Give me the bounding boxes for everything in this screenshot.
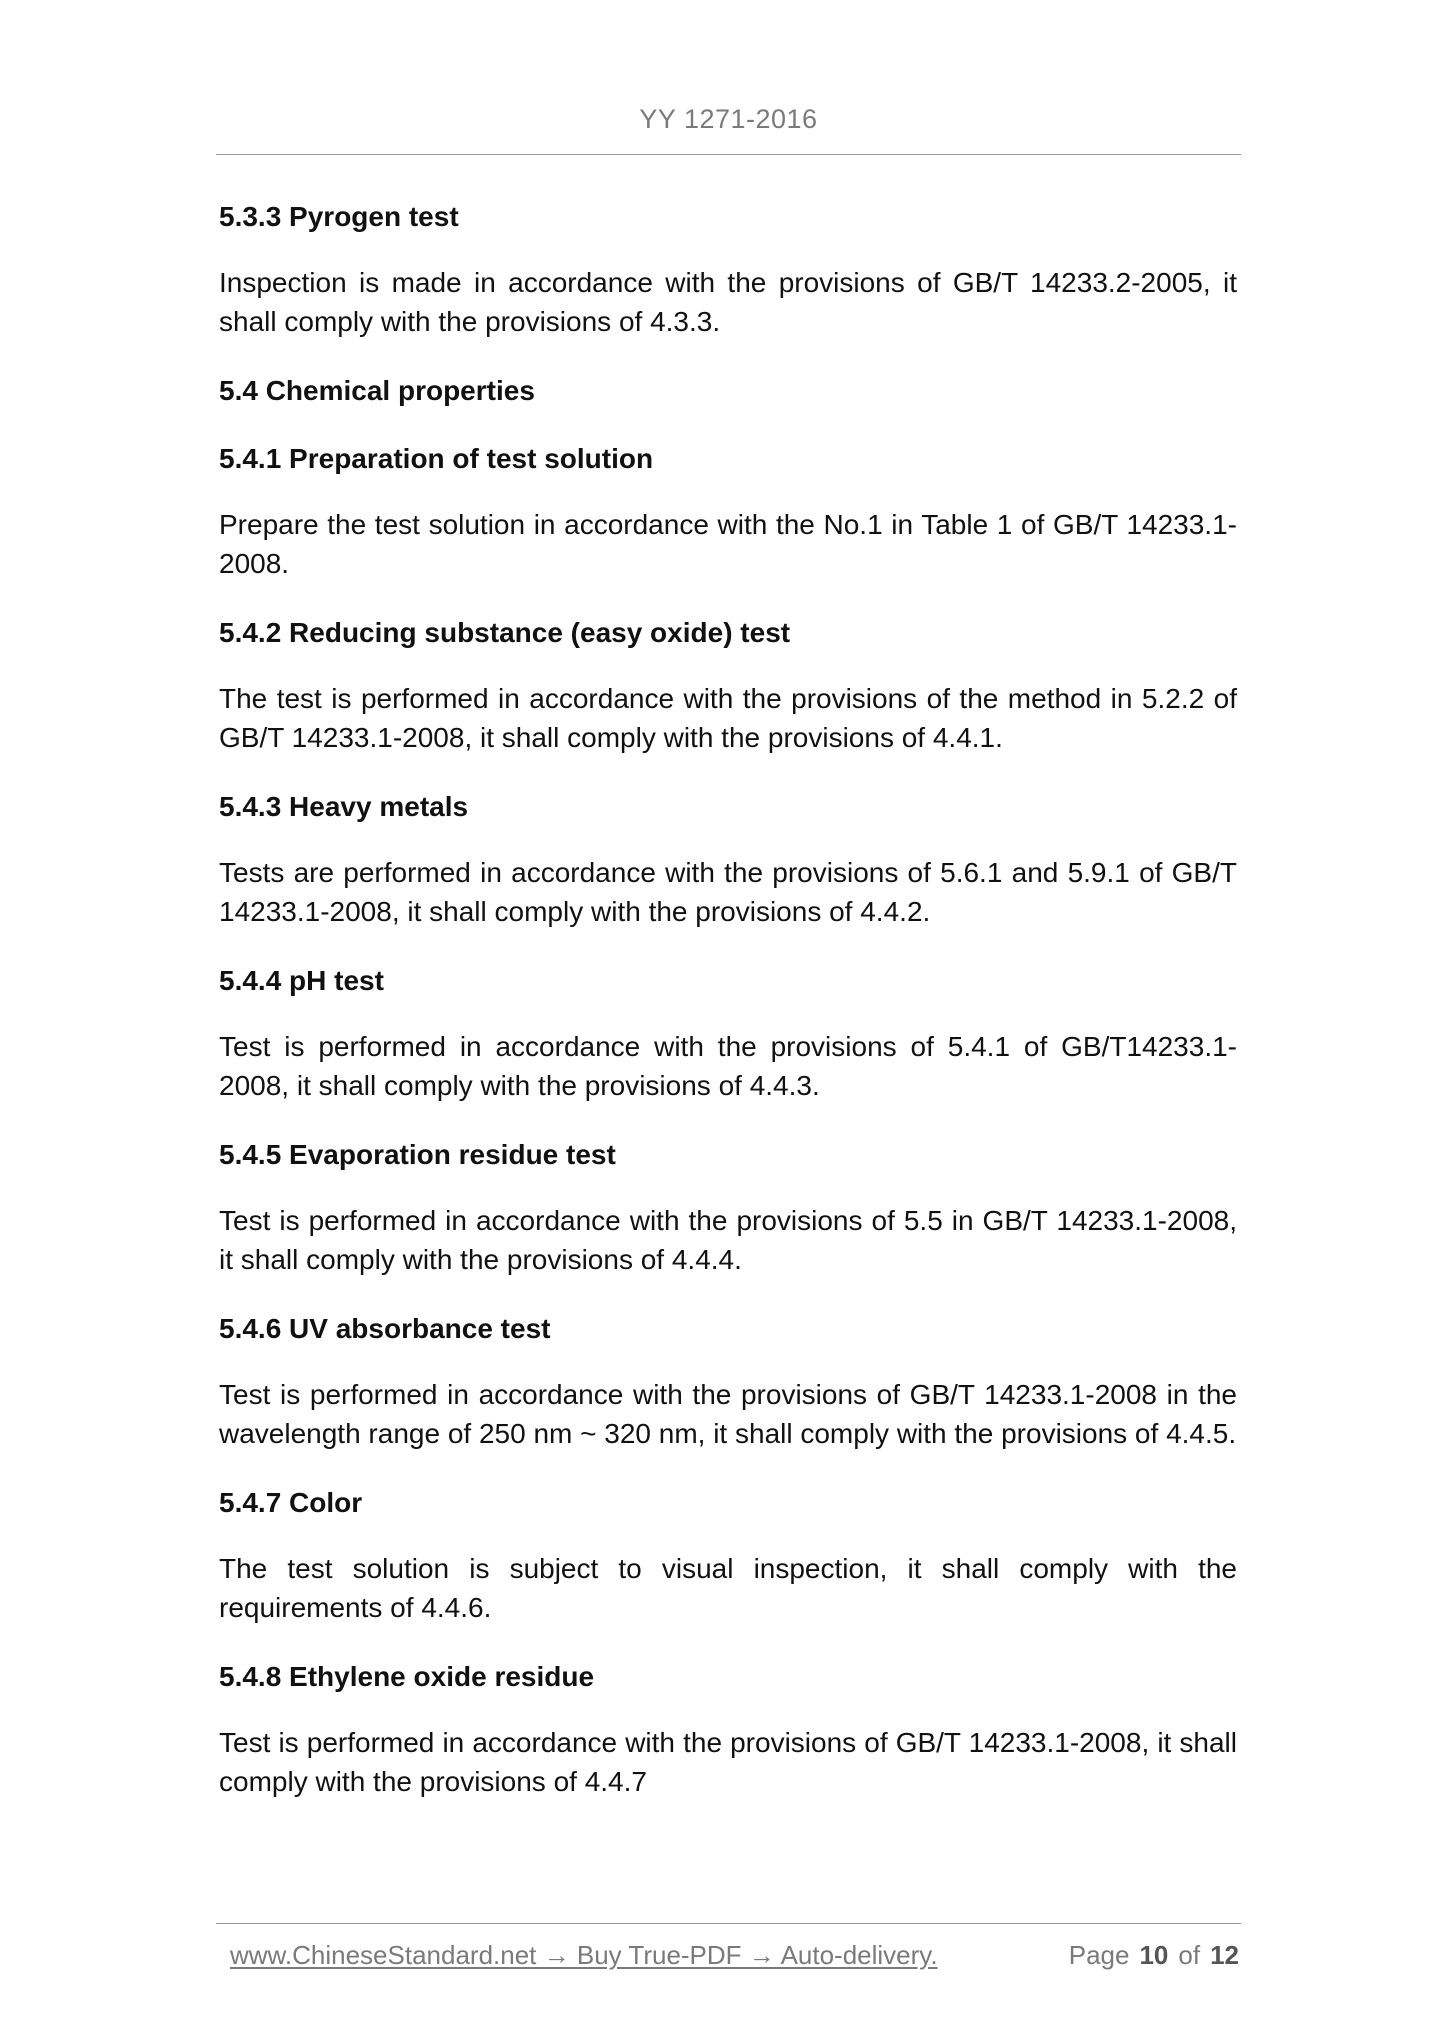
section-body-5-4-7: The test solution is subject to visual inspection, it shall comply with the requirements of 4.4.6. <box>219 1553 1237 1623</box>
page-of-label: of <box>1178 1940 1201 1970</box>
section-body-5-4-6: Test is performed in accordance with the provisions of GB/T 14233.1-2008 in the wavelength range of 250 nm ~ 320 nm, it shall comply with the provisions of 4.4.5. <box>219 1379 1237 1449</box>
document-body <box>219 196 1237 1830</box>
footer-store-link[interactable]: www.ChineseStandard.net → Buy True-PDF → Auto-delivery. <box>230 1940 938 1970</box>
section-body-5-3-3: Inspection is made in accordance with the provisions of GB/T 14233.2-2005, it shall comply with the provisions of 4.3.3. <box>219 267 1237 337</box>
section-heading-5-4-3: 5.4.3 Heavy metals <box>219 791 469 822</box>
section-heading-5-4-6: 5.4.6 UV absorbance test <box>219 1313 551 1344</box>
page-total: 12 <box>1210 1940 1239 1970</box>
footer-divider <box>216 1923 1241 1924</box>
section-heading-5-3-3: 5.3.3 Pyrogen test <box>219 201 459 232</box>
section-heading-5-4-4: 5.4.4 pH test <box>219 965 384 996</box>
header-divider <box>216 154 1241 155</box>
section-body-5-4-8: Test is performed in accordance with the provisions of GB/T 14233.1-2008, it shall comply with the provisions of 4.4.7 <box>219 1727 1237 1797</box>
section-body-5-4-2: The test is performed in accordance with the provisions of the method in 5.2.2 of GB/T 14233.1-2008, it shall comply with the provisions of 4.4.1. <box>219 683 1237 753</box>
section-body-5-4-4: Test is performed in accordance with the provisions of 5.4.1 of GB/T14233.1-2008, it shall comply with the provisions of 4.4.3. <box>219 1031 1237 1101</box>
section-heading-5-4: 5.4 Chemical properties <box>219 375 535 406</box>
section-body-5-4-1: Prepare the test solution in accordance with the No.1 in Table 1 of GB/T 14233.1-2008. <box>219 509 1237 579</box>
section-heading-5-4-8: 5.4.8 Ethylene oxide residue <box>219 1661 595 1692</box>
section-heading-5-4-1: 5.4.1 Preparation of test solution <box>219 443 654 474</box>
page-header-standard-code: YY 1271-2016 <box>639 104 818 134</box>
section-heading-5-4-2: 5.4.2 Reducing substance (easy oxide) test <box>219 617 791 648</box>
section-body-5-4-5: Test is performed in accordance with the provisions of 5.5 in GB/T 14233.1-2008, it shall comply with the provisions of 4.4.4. <box>219 1205 1237 1275</box>
section-body-5-4-3: Tests are performed in accordance with the provisions of 5.6.1 and 5.9.1 of GB/T 14233.1-2008, it shall comply with the provisions of 4.4.2. <box>219 857 1237 927</box>
page-current: 10 <box>1139 1940 1169 1970</box>
page-number <box>1069 1940 1239 1971</box>
page-label: Page <box>1068 1940 1130 1970</box>
section-heading-5-4-5: 5.4.5 Evaporation residue test <box>219 1139 616 1170</box>
section-heading-5-4-7: 5.4.7 Color <box>219 1487 363 1518</box>
